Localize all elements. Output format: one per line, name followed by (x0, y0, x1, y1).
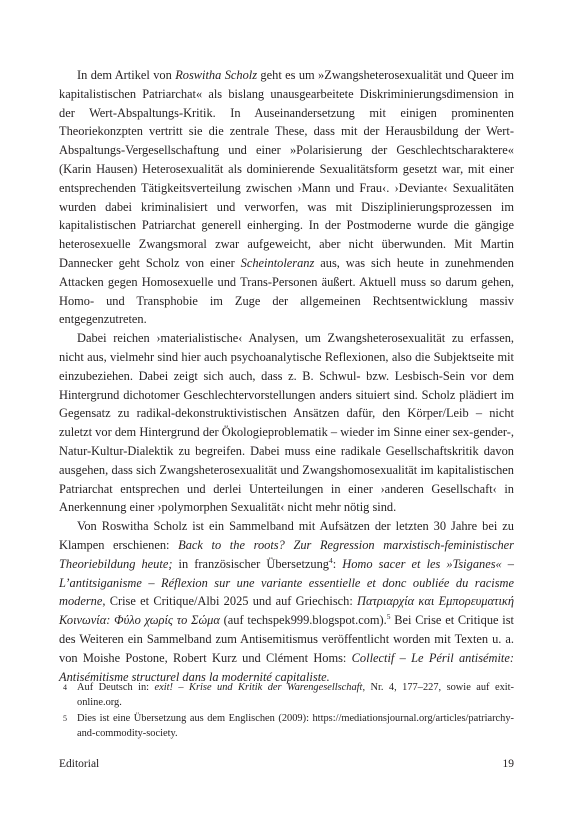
running-footer: Editorial (59, 758, 100, 770)
footnote-ref: 4 (329, 555, 333, 565)
main-text (59, 66, 514, 686)
italic-text: Πατριαρχία και Εμπορευματική Κοινωνία: Φύλο χωρίς το Σώμα (59, 594, 514, 628)
footnote-text: Auf Deutsch in: exit! – Krise und Kritik der Warengesellschaft, Nr. 4, 177–227, sowie auf exit-online.org. (77, 682, 515, 709)
italic-text: Roswitha Scholz (175, 68, 258, 82)
footnote-text: Dies ist eine Übersetzung aus dem Englischen (2009): https://mediationsjournal.org/articles/patriarchy-and-commodity-society. (77, 712, 514, 740)
italic-text: Back to the roots? Zur Regression marxistisch-feministischer Theoriebildung heute; (59, 537, 515, 571)
footnote-number: 5 (63, 713, 67, 723)
italic-text: Collectif – Le Péril antisémite: Antisémitisme structurel dans la modernité capitaliste. (59, 650, 514, 684)
footnote (59, 711, 514, 742)
paragraph: Dabei reichen ›materialistische‹ Analysen, um Zwangsheterosexualität zu erfassen, nicht aus, vielmehr sind hier auch psychoanalytische Reflexionen, also die Subjektseite mit einzubeziehen. Dabei zeigt sich auch, dass z. B. Schwul- bzw. Lesbisch-Sein vor dem Hintergrund dichotomer Geschlechtervorstellungen anders situiert sind. Scholz plädiert im Gegensatz zu radikal-dekonstruktivistischen Ansätzen dafür, den Körper/Leib – nicht zuletzt vor dem Hintergrund der Ökologieproblematik – wieder im Sinne einer sex-gender-, Natur-Kultur-Dialektik zu begreifen. Dabei muss eine radikale Gesellschaftskritik davon ausgehen, dass sich Zwangsheterosexualität und Zwangshomosexualität im kapitalistischen Patriarchat entsprechen und derlei Unterteilungen in einer ›anderen Gesellschaft‹ in Anerkennung einer ›polymorphen Sexualität‹ nicht mehr nötig sind. (59, 331, 514, 515)
italic-text: Scheintoleranz (240, 255, 315, 270)
paragraph: Von Roswitha Scholz ist ein Sammelband mit Aufsätzen der letzten 30 Jahre bei zu Klampen erschienen: Back to the roots? Zur Regression marxistisch-feministischer Theoriebildung heute; in französischer Übersetzung$^4$: Homo sacer et les »Tsiganes« – L’antitsiganisme – Réflexion sur une variante essentielle et donc oubliée du racisme moderne, Crise et Critique/Albi 2025 und auf Griechisch: Πατριαρχία και Εμπορευματική Κοινωνία: Φύλο χωρίς το Σώμα (auf techspek999.blogspot.com).$^5$ Bei Crise et Critique ist des Weiteren ein Sammelband zum Antisemitismus veröffentlicht worden mit Texten u. a. von Moishe Postone, Robert Kurz und Clément Homs: Collectif – Le Péril antisémite: Antisémitisme structurel dans la modernité capitaliste. (59, 519, 515, 684)
footnote-number: 4 (63, 683, 67, 692)
footnote (59, 680, 514, 711)
italic-text: Homo sacer et les »Tsiganes« – L’antitsiganisme – Réflexion sur une variante essentielle et donc oubliée du racisme moderne (59, 556, 515, 609)
footnotes (59, 680, 514, 742)
page-number: 19 (502, 758, 514, 770)
footnote-ref: 5 (386, 612, 391, 622)
page-footer (59, 758, 514, 774)
paragraph: In dem Artikel von Roswitha Scholz geht es um »Zwangsheterosexualität und Queer im kapitalistischen Patriarchat« als bislang unausgearbeitete Diskriminierungsdimension in der Wert-Abspaltungs-Kritik. In Auseinandersetzung mit einigen prominenten Theoriekonzpten vertritt sie die zentrale These, dass mit der Herausbildung der Wert-Abspaltungs-Vergesellschaftung und einer »Polarisierung der Geschlechtscharaktere« (Karin Hausen) Heterosexualität als dominierende Sexualitätsform gesetzt war, mit einer entsprechenden Tätigkeitsverteilung zwischen ›Mann und Frau‹. ›Deviante‹ Sexualitäten wurden dabei kriminalisiert und verworfen, was mit Disziplinierungsprozessen im kapitalistischen Patriarchat generell einherging. In der Postmoderne wurde die gängige heterosexuelle Zwangsmoral zwar aufgeweicht, aber nicht überwunden. Mit Martin Dannecker geht Scholz von einer Scheintoleranz aus, was sich heute in zunehmenden Attacken gegen Homosexuelle und Trans-Personen äußert. Aktuell muss so darum gehen, Homo- und Transphobie im Zuge der allgemeinen Rechtsentwicklung massiv entgegenzutreten. (59, 68, 514, 327)
italic-text: exit! – Krise und Kritik der Warengesellschaft (154, 682, 363, 693)
